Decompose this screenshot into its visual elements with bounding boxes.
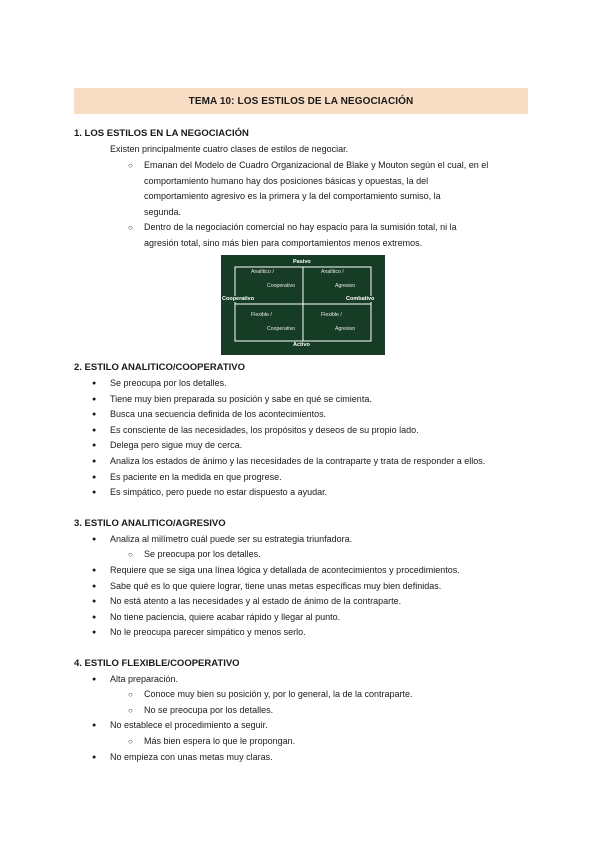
quadrant-4-line-2: Agresivo bbox=[335, 326, 356, 332]
document-title: TEMA 10: LOS ESTILOS DE LA NEGOCIACIÓN bbox=[188, 95, 414, 107]
list-item: ● Tiene muy bien preparada su posición y sabe en qué se cimienta. bbox=[92, 392, 542, 408]
section-1-bullets bbox=[128, 158, 538, 252]
section-3-list-a bbox=[92, 532, 542, 548]
list-item: ● Busca una secuencia definida de los acontecimientos. bbox=[92, 407, 542, 423]
section-3-heading: 3. ESTILO ANALITICO/AGRESIVO bbox=[74, 518, 226, 529]
axis-label-bottom: Activo bbox=[293, 342, 310, 348]
grid-lines bbox=[221, 255, 385, 355]
axis-label-left: Cooperativo bbox=[222, 296, 255, 302]
quadrant-3-line-2: Cooperativo bbox=[267, 326, 295, 332]
quadrant-4-line-1: Flexible / bbox=[321, 312, 342, 318]
section-3-list-b bbox=[92, 563, 542, 641]
section-3-sublist bbox=[128, 547, 528, 563]
document-title-banner bbox=[74, 88, 528, 114]
list-item: ● Analiza al milímetro cuál puede ser su estrategia triunfadora. bbox=[92, 532, 542, 548]
list-item: ● Sabe qué es lo que quiere lograr, tiene unas metas específicas muy bien definidas. bbox=[92, 579, 542, 595]
section-4-list-b bbox=[92, 718, 542, 734]
section-4-heading: 4. ESTILO FLEXIBLE/COOPERATIVO bbox=[74, 658, 240, 669]
quadrant-2-line-2: Agresivo bbox=[335, 283, 356, 289]
axis-label-right: Combativo bbox=[346, 296, 375, 302]
section-4-sublist-b bbox=[128, 734, 528, 750]
list-item: ○ Dentro de la negociación comercial no hay espacio para la sumisión total, ni la agresión total, sino más bien para comportamientos menos extremos. bbox=[128, 220, 538, 251]
quadrant-3-line-1: Flexible / bbox=[251, 312, 272, 318]
section-4-sublist-a bbox=[128, 687, 528, 718]
list-item: ● No le preocupa parecer simpático y menos serlo. bbox=[92, 625, 542, 641]
list-item: ● No establece el procedimiento a seguir. bbox=[92, 718, 542, 734]
list-item: ● Es consciente de las necesidades, los propósitos y deseos de su propio lado. bbox=[92, 423, 542, 439]
section-4-list-c bbox=[92, 750, 542, 766]
section-1-heading: 1. LOS ESTILOS EN LA NEGOCIACIÓN bbox=[74, 128, 249, 139]
blake-mouton-grid-diagram bbox=[221, 255, 385, 355]
list-item: ○ Se preocupa por los detalles. bbox=[128, 547, 528, 563]
section-4-list-a bbox=[92, 672, 542, 688]
list-item: ● Es simpático, pero puede no estar dispuesto a ayudar. bbox=[92, 485, 542, 501]
list-item: ● Analiza los estados de ánimo y las necesidades de la contraparte y trata de responder a ellos. bbox=[92, 454, 542, 470]
list-item: ○ Conoce muy bien su posición y, por lo general, la de la contraparte. bbox=[128, 687, 528, 703]
list-item: ○ Más bien espera lo que le propongan. bbox=[128, 734, 528, 750]
section-2-heading: 2. ESTILO ANALITICO/COOPERATIVO bbox=[74, 362, 246, 373]
list-item: ● No empieza con unas metas muy claras. bbox=[92, 750, 542, 766]
section-1-intro: Existen principalmente cuatro clases de estilos de negociar. bbox=[110, 144, 349, 154]
quadrant-2-line-1: Analítico / bbox=[321, 269, 344, 275]
list-item: ● No está atento a las necesidades y al estado de ánimo de la contraparte. bbox=[92, 594, 542, 610]
axis-label-top: Pasivo bbox=[293, 259, 311, 265]
list-item: ● Se preocupa por los detalles. bbox=[92, 376, 542, 392]
list-item: ● Delega pero sigue muy de cerca. bbox=[92, 438, 542, 454]
list-item: ● Es paciente en la medida en que progrese. bbox=[92, 470, 542, 486]
list-item: ○ Emanan del Modelo de Cuadro Organizacional de Blake y Mouton según el cual, en el comportamiento humano hay dos posiciones básicas y opuestas, la del comportamiento agresivo es la primera y la del comportamiento sumiso, la segunda. bbox=[128, 158, 538, 220]
list-item: ○ No se preocupa por los detalles. bbox=[128, 703, 528, 719]
quadrant-1-line-1: Analítico / bbox=[251, 269, 274, 275]
list-item: ● Alta preparación. bbox=[92, 672, 542, 688]
list-item: ● Requiere que se siga una línea lógica y detallada de acontecimientos y procedimientos. bbox=[92, 563, 542, 579]
section-2-list bbox=[92, 376, 542, 501]
quadrant-1-line-2: Cooperativo bbox=[267, 283, 295, 289]
list-item: ● No tiene paciencia, quiere acabar rápido y llegar al punto. bbox=[92, 610, 542, 626]
